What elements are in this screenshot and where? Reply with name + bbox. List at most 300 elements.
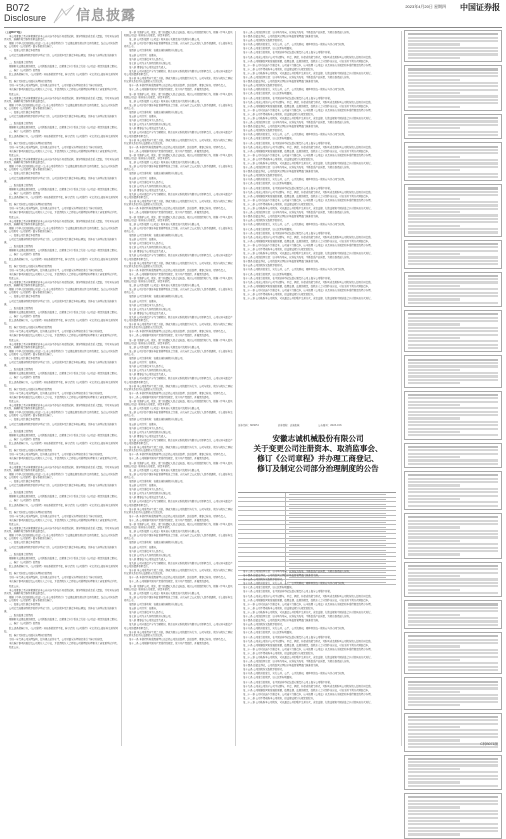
text-line — [408, 691, 460, 693]
text-column-1 — [4, 31, 119, 746]
text-line — [408, 758, 498, 760]
table-cell — [238, 498, 286, 502]
paragraph: 本公司董事会及全体董事保证本公告内容不存在任何虚假记载、误导性陈述或者重大遗漏，并对其内容的真实性、准确性和完整性承担法律责任。 — [4, 219, 119, 226]
text-line — [408, 827, 498, 829]
stock-abbr: 证券简称：志诚机械 — [277, 424, 300, 427]
paragraph: 第十七条 公司发行的股票，以人民币标明面值。 — [243, 631, 294, 635]
paragraph: 为进一步完善公司治理结构，提升规范运作水平，公司对部分治理制度进行了修订和制定。 — [9, 576, 105, 580]
paragraph: 一、变更公司注册资本的情况 — [9, 479, 41, 483]
paragraph: 第八条 董事长为公司的法定代表人。 — [129, 373, 169, 377]
paragraph: 第九条 公司全部资产分为等额股份，股东以其认购的股份为限对公司承担责任，公司以其全部资产对公司的债务承担责任。 — [124, 69, 233, 77]
paragraph: 除上述条款修订外，《公司章程》其他条款保持不变，修订后的《公司章程》全文详见上海证券交易所网站。 — [4, 503, 118, 510]
stock-code: 证券代码：603051 — [238, 424, 260, 427]
paragraph: 本次修订事项尚需提交公司股东大会审议，并提请股东大会授权公司管理层办理相关工商变更登记手续。 — [9, 457, 119, 461]
paragraph: 除上述条款修订外，《公司章程》其他条款保持不变，修订后的《公司章程》全文详见上海证券交易所网站。 — [4, 319, 118, 326]
paragraph: 第六条 公司注册资本为人民币元。 — [129, 242, 166, 246]
paragraph: 第二十三条 公司收购本公司股份，可以通过公开的集中交易方式，或者法律、行政法规和中国证监会认可的其他方式进行。 — [243, 701, 373, 704]
paragraph: 第二十二条 公司不得收购本公司股份，但法律法规另有规定的除外。 — [243, 67, 316, 71]
paragraph: 第三条 公司于经中国证券监督管理委员会注册，首次向社会公众发行人民币普通股，于上海证券交易所上市。 — [124, 534, 233, 541]
paragraph: 第二十条 公司根据经营和发展的需要，依照法律、法规的规定，经股东大会分别作出决议，可以采用下列方式增加资本。 — [243, 643, 371, 647]
paragraph: 根据《中华人民共和国公司法》《上市公司章程指引》等法律法规及规范性文件的规定，结合公司实际情况，公司拟对《公司章程》部分条款进行修订。 — [4, 226, 118, 233]
paragraph: 特此公告。 — [9, 338, 21, 342]
text-line — [408, 729, 498, 731]
text-line — [408, 124, 498, 126]
paragraph: 第二十条 公司根据经营和发展的需要，依照法律、法规的规定，经股东大会分别作出决议，可以采用下列方式增加资本。 — [243, 149, 371, 153]
paragraph: 第九条 公司全部资产分为等额股份，股东以其认购的股份为限对公司承担责任，公司以其全部资产对公司的债务承担责任。 — [124, 561, 233, 569]
text-line — [408, 221, 498, 223]
paragraph: 四、修订及制定公司部分治理制度的情况 — [9, 141, 53, 145]
paragraph: 第十八条 公司发行的股份，在中国证券登记结算有限责任公司上海分公司集中存管。 — [243, 51, 333, 55]
table-cell — [238, 507, 286, 511]
paragraph: 第十五条 公司的股份采取股票的形式。 — [243, 578, 285, 582]
paragraph: 特此公告。 — [9, 277, 21, 280]
table-cell — [286, 525, 396, 529]
table-block — [404, 677, 502, 709]
paragraph: 根据《中华人民共和国公司法》《上市公司章程指引》等法律法规及规范性文件的规定，结合公司实际情况，公司拟对《公司章程》部分条款进行修订。 — [4, 165, 118, 172]
date-line: 2023年4月20日 星期四 — [405, 4, 446, 9]
text-line — [408, 540, 460, 542]
paragraph: 第三条 公司于经中国证券监督管理委员会注册，首次向社会公众发行人民币普通股，于上海证券交易所上市。 — [124, 165, 233, 172]
paragraph: 第九条 公司全部资产分为等额股份，股东以其认购的股份为限对公司承担责任，公司以其全部资产对公司的债务承担责任。 — [124, 254, 233, 261]
title-line: 关于变更公司注册资本、取消监事会、 — [253, 444, 383, 453]
paragraph: 根据相关法律法规的规定，公司拟取消监事会，由董事会审计委员会行使《公司法》规定的监事会职权。 — [9, 372, 119, 376]
text-line — [408, 453, 498, 455]
paragraph: 本公司董事会及全体董事保证本公告内容不存在任何虚假记载、误导性陈述或者重大遗漏，并对其内容的真实性、准确性和完整性承担法律责任。 — [4, 342, 119, 349]
text-line — [408, 82, 498, 84]
paragraph: 第三条 公司于经中国证券监督管理委员会注册，首次向社会公众发行人民币普通股，于上海证券交易所上市。 — [124, 226, 233, 233]
text-line — [408, 50, 498, 52]
text-line — [408, 243, 498, 245]
paragraph: 第八条 董事长为公司的法定代表人。 — [129, 557, 169, 561]
paragraph: 第二十二条 公司不得收购本公司股份，但法律法规另有规定的除外。 — [243, 651, 316, 655]
paragraph: 第十九条 公司或公司的子公司不以赠与、垫资、担保、补偿或贷款等形式，对购买或者拟购买公司股份的人提供任何资助。 — [243, 145, 373, 149]
paragraph: 第四条 公司注册名称：安徽志诚机械股份有限公司。 — [129, 49, 185, 53]
paragraph: 第二条 公司系依照《公司法》和其他有关规定成立的股份有限公司。 — [129, 468, 202, 472]
text-line — [408, 635, 498, 637]
paragraph: 第十九条 公司或公司的子公司不以赠与、垫资、担保、补偿或贷款等形式，对购买或者拟购买公司股份的人提供任何资助。 — [243, 684, 373, 688]
paragraph: 根据《中华人民共和国公司法》《上市公司章程指引》等法律法规及规范性文件的规定，结合公司实际情况，公司拟对《公司章程》部分条款进行修订。 — [4, 534, 118, 541]
paragraph: 第十五条 公司的股份采取股票的形式。 — [243, 668, 285, 672]
paragraph: 本公司董事会及全体董事保证本公告内容不存在任何虚假记载、误导性陈述或者重大遗漏，并对其内容的真实性、准确性和完整性承担法律责任。 — [4, 588, 119, 595]
text-line — [408, 768, 460, 770]
paragraph: 第三条 公司于经中国证券监督管理委员会注册，首次向社会公众发行人民币普通股，于上海证券交易所上市。 — [124, 288, 233, 295]
text-line — [408, 149, 498, 151]
text-line — [408, 491, 498, 493]
text-line — [408, 369, 460, 371]
paragraph: 二、取消监事会的情况 — [9, 122, 33, 126]
paragraph: 第二条 公司系依照《公司法》和其他有关规定成立的股份有限公司。 — [129, 161, 202, 165]
paragraph: 第十二条 公司根据中国共产党章程的规定，设立共产党组织、开展党的活动。 — [129, 272, 212, 276]
text-line — [408, 582, 498, 584]
paragraph: 第一条 为维护公司、股东、职工和债权人的合法权益，规范公司的组织和行为，根据《中华人民共和国公司法》和其他有关规定，制定本章程。 — [124, 31, 233, 38]
notice-number: 公告编号：2023-016 — [318, 424, 342, 427]
text-line — [408, 218, 498, 220]
text-line — [408, 585, 498, 587]
text-line — [408, 536, 498, 538]
paragraph: 第十五条 公司的股份采取股票的形式。 — [243, 219, 285, 223]
paragraph: 第四条 公司注册名称：安徽志诚机械股份有限公司。 — [129, 541, 185, 545]
text-line — [408, 603, 498, 605]
column-body — [4, 35, 119, 649]
text-line — [408, 295, 498, 297]
paragraph: 第十一条 本章程所称高级管理人员是指公司的总经理、副总经理、董事会秘书、财务负责人。 — [129, 330, 228, 334]
announcement-meta — [238, 424, 398, 432]
table-cell — [238, 521, 286, 525]
paragraph: 第二条 公司系依照《公司法》和其他有关规定成立的股份有限公司。 — [129, 345, 202, 349]
paragraph: 根据相关法律法规的规定，公司拟取消监事会，由董事会审计委员会行使《公司法》规定的监事会职权。 — [9, 433, 119, 437]
page-header — [0, 0, 506, 28]
paragraph: 第十四条 经依法登记，公司的经营范围以市场监督管理部门核准的为准。 — [243, 215, 321, 219]
text-line — [408, 810, 498, 812]
text-line — [408, 327, 498, 329]
section-title: 信息披露 — [76, 8, 136, 24]
paragraph: 第二十一条 公司可以减少注册资本。公司减少注册资本，应当按照《公司法》以及其他有关规定和本章程规定的程序办理。 — [243, 647, 373, 651]
paragraph: 第十七条 公司发行的股票，以人民币标明面值。 — [243, 92, 294, 96]
text-line — [408, 481, 498, 483]
text-line — [408, 260, 498, 262]
paragraph: 四、修订及制定公司部分治理制度的情况 — [9, 264, 53, 268]
title-line: 修订《公司章程》并办理工商登记、 — [257, 454, 379, 463]
paragraph: 除上述条款修订外，《公司章程》其他条款保持不变，修订后的《公司章程》全文详见上海证券交易所网站。 — [4, 196, 118, 203]
paragraph: 第二十二条 公司不得收购本公司股份，但法律法规另有规定的除外。 — [243, 247, 316, 251]
paragraph: 第十一条 本章程所称高级管理人员是指公司的总经理、副总经理、董事会秘书、财务负责人。 — [129, 145, 228, 149]
text-line — [408, 85, 498, 87]
paragraph: 第二十条 公司根据经营和发展的需要，依照法律、法规的规定，经股东大会分别作出决议，可以采用下列方式增加资本。 — [243, 284, 371, 288]
table-cell — [238, 544, 286, 548]
paragraph: 第十二条 公司根据中国共产党章程的规定，设立共产党组织、开展党的活动。 — [129, 211, 212, 215]
paragraph: 第十二条 公司根据中国共产党章程的规定，设立共产党组织、开展党的活动。 — [129, 395, 212, 399]
paragraph: 二、取消监事会的情况 — [9, 245, 33, 249]
paragraph: 第二十一条 公司可以减少注册资本。公司减少注册资本，应当按照《公司法》以及其他有关规定和本章程规定的程序办理。 — [243, 288, 373, 292]
paragraph: 第八条 董事长为公司的法定代表人。 — [129, 188, 169, 192]
paragraph: 根据相关法律法规的规定，公司拟取消监事会，由董事会审计委员会行使《公司法》规定的监事会职权。 — [9, 187, 119, 191]
text-line — [408, 771, 498, 773]
paragraph: 第十三条 公司的经营宗旨：以市场为导向，以科技为先导，不断提高产品质量，为股东创造最大价值。 — [243, 211, 352, 215]
paragraph: 第十七条 公司发行的股票，以人民币标明面值。 — [243, 272, 294, 276]
paragraph: 第十一条 本章程所称高级管理人员是指公司的总经理、副总经理、董事会秘书、财务负责人。 — [129, 84, 228, 88]
table-block — [404, 562, 502, 598]
table-cell — [238, 539, 286, 543]
paragraph: 本次修订事项尚需提交公司股东大会审议，并提请股东大会授权公司管理层办理相关工商变更登记手续。 — [9, 641, 119, 645]
paragraph: 第二十三条 公司收购本公司股份，可以通过公开的集中交易方式，或者法律、行政法规和中国证监会认可的其他方式进行。 — [243, 297, 373, 301]
paragraph: 第十三条 公司的经营宗旨：以市场为导向，以科技为先导，不断提高产品质量，为股东创造最大价值。 — [243, 121, 352, 125]
table-block — [404, 632, 502, 674]
text-line — [408, 547, 498, 549]
text-line — [408, 498, 460, 500]
paragraph: 第二十二条 公司不得收购本公司股份，但法律法规另有规定的除外。 — [243, 606, 316, 610]
paragraph: 第一条 为维护公司、股东、职工和债权人的合法权益，规范公司的组织和行为，根据《中华人民共和国公司法》和其他有关规定，制定本章程。 — [124, 338, 233, 345]
paragraph: 特此公告。 — [9, 584, 21, 588]
amendment-table — [238, 492, 396, 567]
paragraph: 第六条 公司注册资本为人民币元。 — [129, 365, 166, 369]
paragraph: 第五条 公司住所：安徽省。 — [129, 299, 159, 303]
table-block — [404, 471, 502, 510]
text-line — [408, 781, 460, 783]
text-line — [408, 820, 460, 822]
text-line — [408, 764, 498, 766]
text-line — [408, 362, 498, 364]
paragraph: 根据相关法律法规的规定，公司拟取消监事会，由董事会审计委员会行使《公司法》规定的监事会职权。 — [9, 618, 119, 622]
text-line — [408, 578, 498, 580]
paragraph: 一、变更公司注册资本的情况 — [9, 356, 41, 360]
text-line — [408, 53, 498, 55]
paragraph: 第七条 公司为永久存续的股份有限公司。 — [129, 369, 173, 373]
paragraph: 四、修订及制定公司部分治理制度的情况 — [9, 572, 53, 576]
paragraph: 第七条 公司为永久存续的股份有限公司。 — [129, 615, 173, 619]
paragraph: 第二十三条 公司收购本公司股份，可以通过公开的集中交易方式，或者法律、行政法规和中国证监会认可的其他方式进行。 — [243, 71, 373, 75]
text-line — [408, 806, 460, 808]
text-line — [408, 194, 498, 196]
paragraph: 二、取消监事会的情况 — [9, 614, 33, 618]
paragraph: 本公司董事会及全体董事保证本公告内容不存在任何虚假记载、误导性陈述或者重大遗漏，并对其内容的真实性、准确性和完整性承担法律责任。 — [4, 96, 119, 103]
text-line — [408, 704, 460, 706]
paragraph: 第十一条 本章程所称高级管理人员是指公司的总经理、副总经理、董事会秘书、财务负责人。 — [129, 514, 228, 518]
paragraph: 本公司董事会及全体董事保证本公告内容不存在任何虚假记载、误导性陈述或者重大遗漏，并对其内容的真实性、准确性和完整性承担法律责任。 — [4, 527, 119, 534]
column-divider — [235, 31, 236, 746]
table-cell — [238, 502, 286, 506]
text-line — [408, 231, 498, 233]
table-cell — [286, 511, 396, 515]
paragraph: 第十三条 公司的经营宗旨：以市场为导向，以科技为先导，不断提高产品质量，为股东创造最大价值。 — [243, 570, 352, 573]
paragraph: 二、取消监事会的情况 — [9, 183, 33, 187]
text-line — [408, 624, 498, 626]
paragraph: 一、变更公司注册资本的情况 — [9, 110, 41, 114]
paragraph: 第二十条 公司根据经营和发展的需要，依照法律、法规的规定，经股东大会分别作出决议，可以采用下列方式增加资本。 — [243, 688, 371, 692]
paragraph: 第十条 本公司章程自生效之日起，即成为规范公司的组织与行为、公司与股东、股东与股东之间权利义务关系的具有法律约束力的文件。 — [124, 507, 233, 514]
paragraph: 第十八条 公司发行的股份，在中国证券登记结算有限责任公司上海分公司集中存管。 — [243, 635, 333, 639]
paragraph: 第二条 公司系依照《公司法》和其他有关规定成立的股份有限公司。 — [129, 284, 202, 288]
table-block — [404, 272, 502, 308]
table-cell — [286, 521, 396, 525]
paragraph: 第七条 公司为永久存续的股份有限公司。 — [129, 246, 173, 250]
paragraph: 第二十一条 公司可以减少注册资本。公司减少注册资本，应当按照《公司法》以及其他有关规定和本章程规定的程序办理。 — [243, 692, 373, 696]
paragraph: 除上述条款修订外，《公司章程》其他条款保持不变，修订后的《公司章程》全文详见上海证券交易所网站。 — [4, 380, 118, 387]
text-line — [408, 68, 498, 70]
paragraph: 第二十一条 公司可以减少注册资本。公司减少注册资本，应当按照《公司法》以及其他有关规定和本章程规定的程序办理。 — [243, 153, 373, 157]
paragraph: 第九条 公司全部资产分为等额股份，股东以其认购的股份为限对公司承担责任，公司以其全部资产对公司的债务承担责任。 — [124, 623, 233, 630]
paragraph: 一、变更公司注册资本的情况 — [9, 49, 41, 53]
text-line — [408, 830, 498, 832]
text-line — [408, 449, 498, 451]
table-cell — [286, 530, 396, 534]
paragraph: 一、变更公司注册资本的情况 — [9, 233, 41, 237]
paragraph: 第三条 公司于经中国证券监督管理委员会注册，首次向社会公众发行人民币普通股，于上海证券交易所上市。 — [124, 595, 233, 602]
paragraph: 第一条 为维护公司、股东、职工和债权人的合法权益，规范公司的组织和行为，根据《中华人民共和国公司法》和其他有关规定，制定本章程。 — [124, 277, 233, 284]
paragraph: 二、取消监事会的情况 — [9, 60, 33, 64]
paragraph: 第十九条 公司或公司的子公司不以赠与、垫资、担保、补偿或贷款等形式，对购买或者拟购买公司股份的人提供任何资助。 — [243, 190, 373, 194]
paragraph: 公司已完成限制性股票的授予登记工作，公司总股本及注册资本相应增加，具体以工商登记机关核准为准。 — [4, 299, 117, 306]
text-line — [408, 652, 498, 654]
column-head: （上接B071版） — [4, 31, 23, 34]
paragraph: 第二十一条 公司可以减少注册资本。公司减少注册资本，应当按照《公司法》以及其他有关规定和本章程规定的程序办理。 — [243, 108, 373, 112]
paragraph: 除上述条款修订外，《公司章程》其他条款保持不变，修订后的《公司章程》全文详见上海证券交易所网站。 — [4, 626, 118, 633]
column-divider — [401, 31, 402, 746]
paragraph: 三、修订《公司章程》的情况 — [9, 68, 41, 72]
paragraph: 第十条 本公司章程自生效之日起，即成为规范公司的组织与行为、公司与股东、股东与股东之间权利义务关系的具有法律约束力的文件。 — [124, 200, 233, 207]
text-line — [408, 246, 498, 248]
paragraph: 特此公告。 — [9, 523, 21, 526]
paragraph: 第二十三条 公司收购本公司股份，可以通过公开的集中交易方式，或者法律、行政法规和中国证监会认可的其他方式进行。 — [243, 116, 373, 120]
paragraph: 第十六条 公司股份的发行，实行公开、公平、公正的原则，同种类的每一股份应当具有同等权利。 — [243, 223, 347, 227]
paragraph: 第五条 公司住所：安徽省。 — [129, 115, 159, 119]
text-line — [408, 421, 498, 423]
paragraph: 第二条 公司系依照《公司法》和其他有关规定成立的股份有限公司。 — [129, 222, 202, 226]
paragraph: 第六条 公司注册资本为人民币元。 — [129, 119, 166, 123]
paragraph: 第九条 公司全部资产分为等额股份，股东以其认购的股份为限对公司承担责任，公司以其全部资产对公司的债务承担责任。 — [124, 131, 233, 138]
table-block — [404, 793, 502, 839]
paragraph: 第十四条 经依法登记，公司的经营范围以市场监督管理部门核准的为准。 — [243, 35, 321, 39]
text-line — [408, 645, 460, 647]
paragraph: 第十五条 公司的股份采取股票的形式。 — [243, 84, 285, 88]
text-line — [408, 501, 498, 503]
text-line — [408, 568, 498, 570]
paragraph: 第八条 董事长为公司的法定代表人。 — [129, 127, 169, 131]
paragraph: 特此公告。 — [9, 646, 21, 649]
paragraph: 第十八条 公司发行的股份，在中国证券登记结算有限责任公司上海分公司集中存管。 — [243, 276, 333, 280]
text-line — [408, 152, 498, 154]
paragraph: 二、取消监事会的情况 — [9, 491, 33, 495]
paragraph: 第十九条 公司或公司的子公司不以赠与、垫资、担保、补偿或贷款等形式，对购买或者拟购买公司股份的人提供任何资助。 — [243, 639, 373, 643]
text-line — [408, 694, 498, 696]
text-line — [408, 347, 498, 349]
paragraph: 第二十三条 公司收购本公司股份，可以通过公开的集中交易方式，或者法律、行政法规和中国证监会认可的其他方式进行。 — [243, 610, 373, 614]
table-cell — [286, 562, 396, 566]
text-line — [408, 649, 498, 651]
paragraph: 第十二条 公司根据中国共产党章程的规定，设立共产党组织、开展党的活动。 — [129, 457, 212, 461]
text-line — [408, 117, 498, 119]
paragraph: 第十九条 公司或公司的子公司不以赠与、垫资、担保、补偿或贷款等形式，对购买或者拟购买公司股份的人提供任何资助。 — [243, 280, 373, 284]
paragraph: 三、修订《公司章程》的情况 — [9, 376, 41, 380]
paragraph: 第八条 董事长为公司的法定代表人。 — [129, 250, 169, 254]
title-line: 修订及制定公司部分治理制度的公告 — [257, 464, 379, 473]
paragraph: 第十二条 公司根据中国共产党章程的规定，设立共产党组织、开展党的活动。 — [129, 149, 212, 153]
text-column-2 — [124, 31, 233, 746]
text-line — [408, 575, 460, 577]
paragraph: 第九条 公司全部资产分为等额股份，股东以其认购的股份为限对公司承担责任，公司以其全部资产对公司的债务承担责任。 — [124, 315, 233, 323]
paragraph: 第十八条 公司发行的股份，在中国证券登记结算有限责任公司上海分公司集中存管。 — [243, 141, 333, 145]
text-line — [408, 43, 460, 45]
text-line — [408, 817, 498, 819]
paragraph: 第十条 本公司章程自生效之日起，即成为规范公司的组织与行为、公司与股东、股东与股东之间权利义务关系的具有法律约束力的文件。 — [124, 630, 233, 637]
paragraph: 本次修订事项尚需提交公司股东大会审议，并提请股东大会授权公司管理层办理相关工商变更登记手续。 — [9, 334, 119, 338]
paragraph: 第三条 公司于经中国证券监督管理委员会注册，首次向社会公众发行人民币普通股，于上海证券交易所上市。 — [124, 411, 233, 418]
paragraph: 第十四条 经依法登记，公司的经营范围以市场监督管理部门核准的为准。 — [243, 574, 321, 578]
paragraph: 除上述条款修订外，《公司章程》其他条款保持不变，修订后的《公司章程》全文详见上海证券交易所网站。 — [4, 73, 118, 80]
text-line — [408, 684, 498, 686]
text-line — [408, 225, 460, 227]
text-line — [408, 285, 460, 287]
text-line — [408, 92, 460, 94]
text-line — [408, 803, 498, 805]
paragraph: 第四条 公司注册名称：安徽志诚机械股份有限公司。 — [129, 602, 185, 606]
paragraph: 第十八条 公司发行的股份，在中国证券登记结算有限责任公司上海分公司集中存管。 — [243, 96, 333, 100]
paragraph: 第十条 本公司章程自生效之日起，即成为规范公司的组织与行为、公司与股东、股东与股东之间权利义务关系的具有法律约束力的文件。 — [124, 323, 233, 330]
table-block — [404, 142, 502, 181]
text-line — [408, 201, 498, 203]
paragraph: 第六条 公司注册资本为人民币元。 — [129, 488, 166, 492]
text-line — [408, 572, 498, 574]
table-cell — [238, 530, 286, 534]
paragraph: 本次修订事项尚需提交公司股东大会审议，并提请股东大会授权公司管理层办理相关工商变更登记手续。 — [9, 395, 119, 399]
text-line — [408, 146, 498, 148]
paragraph: 第十九条 公司或公司的子公司不以赠与、垫资、担保、补偿或贷款等形式，对购买或者拟购买公司股份的人提供任何资助。 — [243, 55, 373, 59]
paragraph: 第一条 为维护公司、股东、职工和债权人的合法权益，规范公司的组织和行为，根据《中华人民共和国公司法》和其他有关规定，制定本章程。 — [124, 92, 233, 99]
paragraph: 第四条 公司注册名称：安徽志诚机械股份有限公司。 — [129, 233, 185, 237]
paragraph: 公司已完成限制性股票的授予登记工作，公司总股本及注册资本相应增加，具体以工商登记机关核准为准。 — [4, 607, 117, 614]
paragraph: 第十条 本公司章程自生效之日起，即成为规范公司的组织与行为、公司与股东、股东与股东之间权利义务关系的具有法律约束力的文件。 — [124, 77, 233, 84]
paragraph: 第十五条 公司的股份采取股票的形式。 — [243, 39, 285, 43]
paragraph: 第十一条 本章程所称高级管理人员是指公司的总经理、副总经理、董事会秘书、财务负责人。 — [129, 637, 228, 641]
text-line — [408, 550, 498, 552]
paragraph: 本公司董事会及全体董事保证本公告内容不存在任何虚假记载、误导性陈述或者重大遗漏，并对其内容的真实性、准确性和完整性承担法律责任。 — [4, 465, 119, 472]
paragraph: 第十五条 公司的股份采取股票的形式。 — [243, 264, 285, 268]
text-line — [408, 278, 498, 280]
text-line — [408, 344, 498, 346]
paragraph: 第十一条 本章程所称高级管理人员是指公司的总经理、副总经理、董事会秘书、财务负责人。 — [129, 576, 228, 580]
text-line — [408, 40, 498, 42]
text-line — [408, 428, 498, 430]
newspaper-masthead: 中国证券报 — [460, 2, 500, 12]
header-rule — [4, 27, 502, 28]
paragraph: 四、修订及制定公司部分治理制度的情况 — [9, 510, 53, 514]
paragraph: 第一条 为维护公司、股东、职工和债权人的合法权益，规范公司的组织和行为，根据《中华人民共和国公司法》和其他有关规定，制定本章程。 — [124, 461, 233, 468]
paragraph: 根据《中华人民共和国公司法》《上市公司章程指引》等法律法规及规范性文件的规定，结合公司实际情况，公司拟对《公司章程》部分条款进行修订。 — [4, 288, 118, 295]
paragraph: 公司已完成限制性股票的授予登记工作，公司总股本及注册资本相应增加，具体以工商登记机关核准为准。 — [4, 422, 117, 429]
text-line — [408, 431, 460, 433]
text-line — [408, 208, 498, 210]
paragraph: 特此公告。 — [9, 92, 21, 96]
paragraph: 第十条 本公司章程自生效之日起，即成为规范公司的组织与行为、公司与股东、股东与股东之间权利义务关系的具有法律约束力的文件。 — [124, 138, 233, 145]
text-line — [408, 99, 498, 101]
text-line — [408, 610, 498, 612]
table-block — [404, 65, 502, 111]
text-line — [408, 288, 498, 290]
paragraph: 第十六条 公司股份的发行，实行公开、公平、公正的原则，同种类的每一股份应当具有同等权利。 — [243, 88, 347, 92]
paragraph: 第十一条 本章程所称高级管理人员是指公司的总经理、副总经理、董事会秘书、财务负责人。 — [129, 391, 228, 395]
paragraph: 根据《中华人民共和国公司法》《上市公司章程指引》等法律法规及规范性文件的规定，结合公司实际情况，公司拟对《公司章程》部分条款进行修订。 — [4, 349, 118, 356]
paragraph: 第一条 为维护公司、股东、职工和债权人的合法权益，规范公司的组织和行为，根据《中华人民共和国公司法》和其他有关规定，制定本章程。 — [124, 154, 233, 161]
table-block — [404, 355, 502, 387]
paragraph: 除上述条款修订外，《公司章程》其他条款保持不变，修订后的《公司章程》全文详见上海证券交易所网站。 — [4, 442, 118, 449]
table-cell — [286, 548, 396, 552]
text-line — [408, 156, 460, 158]
text-line — [408, 495, 498, 497]
paragraph: 第十七条 公司发行的股票，以人民币标明面值。 — [243, 586, 294, 590]
paragraph: 根据《中华人民共和国公司法》《上市公司章程指引》等法律法规及规范性文件的规定，结合公司实际情况，公司拟对《公司章程》部分条款进行修订。 — [4, 42, 118, 49]
paragraph: 公司已完成限制性股票的授予登记工作，公司总股本及注册资本相应增加，具体以工商登记机关核准为准。 — [4, 484, 117, 491]
text-line — [408, 411, 498, 413]
table-cell — [286, 544, 396, 548]
table-block — [404, 114, 502, 139]
paragraph: 第二十二条 公司不得收购本公司股份，但法律法规另有规定的除外。 — [243, 202, 316, 206]
text-line — [408, 533, 498, 535]
paragraph: 第二十三条 公司收购本公司股份，可以通过公开的集中交易方式，或者法律、行政法规和中国证监会认可的其他方式进行。 — [243, 252, 373, 256]
paragraph: 为进一步完善公司治理结构，提升规范运作水平，公司对部分治理制度进行了修订和制定。 — [9, 391, 105, 395]
text-line — [408, 102, 498, 104]
paragraph: 为进一步完善公司治理结构，提升规范运作水平，公司对部分治理制度进行了修订和制定。 — [9, 268, 105, 272]
column-divider — [121, 31, 122, 746]
paragraph: 第十二条 公司根据中国共产党章程的规定，设立共产党组织、开展党的活动。 — [129, 518, 212, 522]
text-line — [408, 459, 498, 461]
paragraph: 本次修订事项尚需提交公司股东大会审议，并提请股东大会授权公司管理层办理相关工商变更登记手续。 — [9, 211, 119, 215]
paragraph: 第二十条 公司根据经营和发展的需要，依照法律、法规的规定，经股东大会分别作出决议，可以采用下列方式增加资本。 — [243, 104, 371, 108]
table-cell — [286, 534, 396, 538]
column-body — [238, 570, 398, 704]
paragraph: 第八条 董事长为公司的法定代表人。 — [129, 434, 169, 438]
paragraph: 第四条 公司注册名称：安徽志诚机械股份有限公司。 — [129, 418, 185, 422]
column-body — [238, 31, 398, 300]
paragraph: 三、修订《公司章程》的情况 — [9, 314, 41, 318]
